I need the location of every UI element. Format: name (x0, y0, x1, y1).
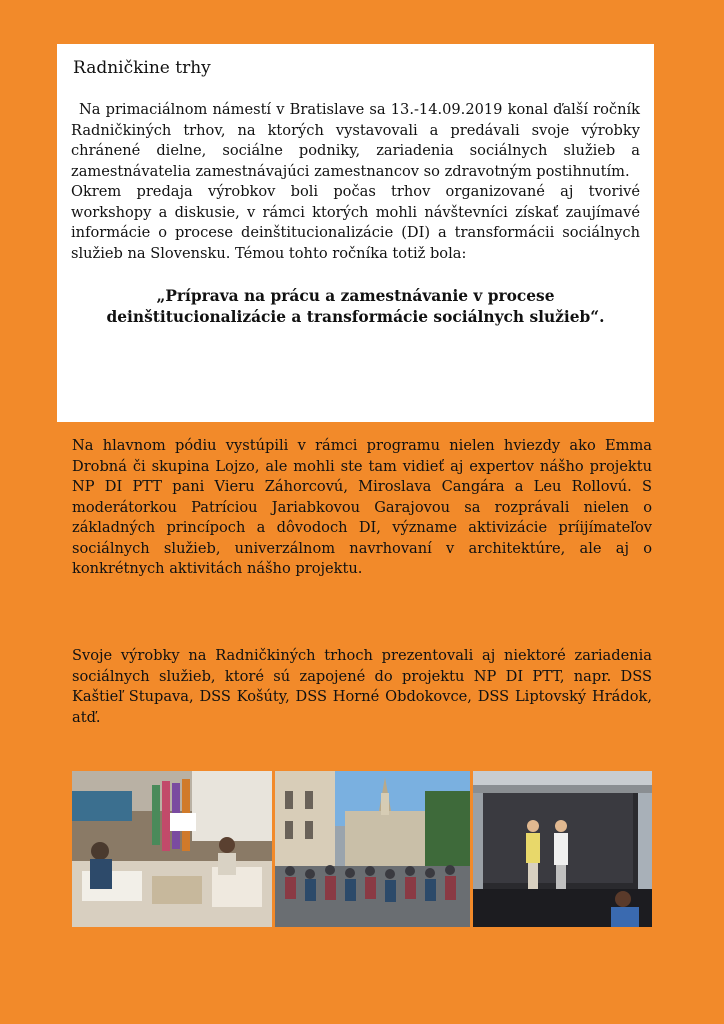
quote-line-2: deinštitucionalizácie a transformácie sociálnych služieb“. (106, 308, 605, 326)
paragraph-intro: Na primaciálnom námestí v Bratislave sa 13.-14.09.2019 konal ďalší ročník Radničkiných trhov, na ktorých vystavovali a predávali svoje výrobky chránené dielne, sociálne podniky, zariadenia sociálnych služieb a zamestnávatelia zamestnávajúci zamestnancov so zdravotným postihnutím. (71, 101, 640, 180)
article-title: Radničkine trhy (73, 58, 211, 78)
theme-quote (71, 286, 640, 328)
article-box (57, 44, 654, 422)
market-stall-photo (72, 771, 272, 927)
paragraph-stage: Na hlavnom pódiu vystúpili v rámci programu nielen hviezdy ako Emma Drobná či skupina Lojzo, ale mohli ste tam vidieť aj expertov nášho projektu NP DI PTT pani Vieru Záhorcovú, Miroslava Cangára a Leu Rollovú. S moderátorkou Patríciou Jariabkovou Garajovou sa rozprávali nielen o základných princípoch a dôvodoch DI, význame aktivizácie príijímateľov sociálnych služieb, univerzálnom navrhovaní v architektúre, ale aj o konkrétnych aktivitách nášho projektu. (72, 437, 652, 577)
paragraph-workshops: Okrem predaja výrobkov boli počas trhov organizované aj tvorivé workshopy a diskusie, v rámci ktorých mohli návštevníci získať zaujímavé informácie o procese deinštitucionalizácie (DI) a transformácii sociálnych služieb na Slovensku. Témou tohto ročníka totiž bola: (71, 183, 640, 262)
paragraph-exhibitors: Svoje výrobky na Radničkiných trhoch prezentovali aj niektoré zariadenia sociálnych služieb, ktoré sú zapojené do projektu NP DI PTT, napr. DSS Kaštieľ Stupava, DSS Košúty, DSS Horné Obdokovce, DSS Liptovský Hrádok, atď. (72, 647, 652, 726)
square-crowd-photo (275, 771, 470, 927)
quote-line-1: „Príprava na prácu a zamestnávanie v procese (156, 287, 555, 305)
stage-photo (473, 771, 652, 927)
photo-strip (72, 771, 652, 927)
